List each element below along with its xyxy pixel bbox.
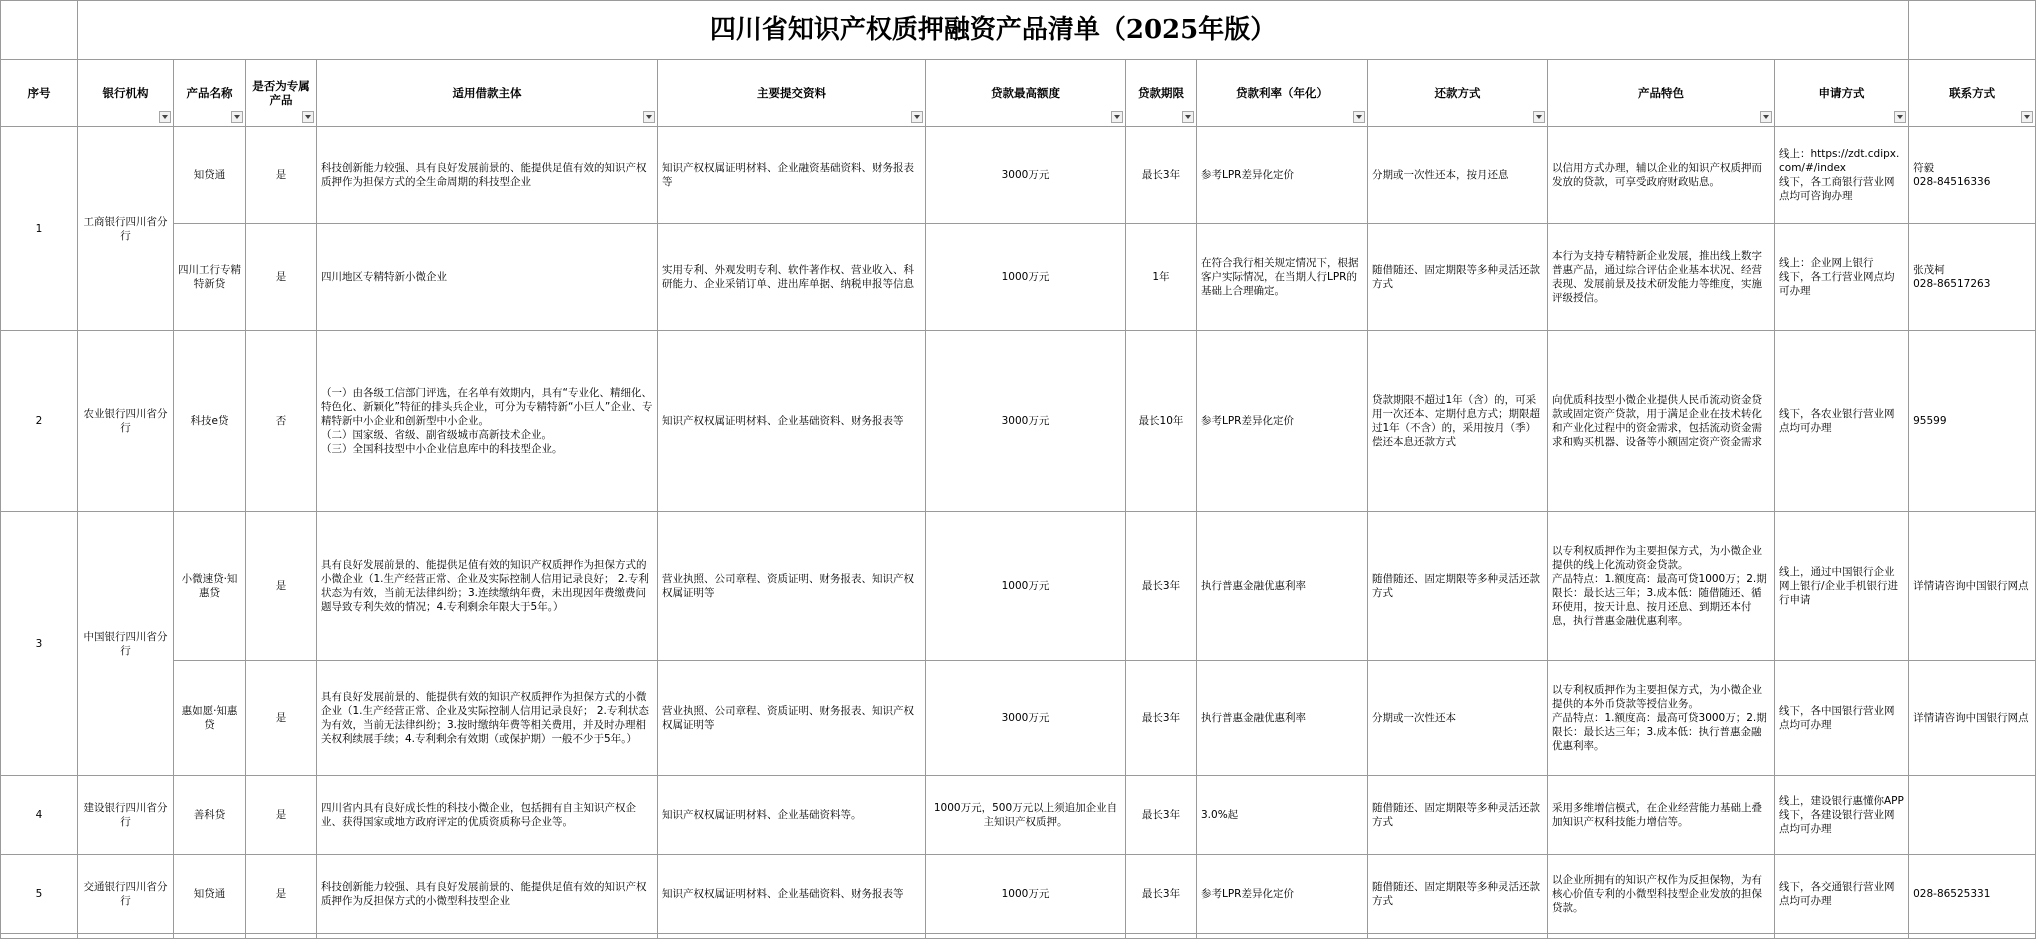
cell-rate[interactable]: 参考LPR差异化定价 — [1197, 127, 1368, 224]
cell-special[interactable]: 是 — [246, 127, 317, 224]
cell-product[interactable]: 善科贷 — [174, 776, 246, 855]
cell-materials[interactable]: 营业执照、公司章程、资质证明、财务报表、知识产权权属证明等 — [658, 661, 926, 776]
cell-product[interactable]: 知贷通 — [174, 127, 246, 224]
header-repay-label: 还款方式 — [1434, 86, 1481, 100]
header-rate[interactable] — [1197, 60, 1368, 127]
table-row — [1, 512, 2036, 661]
cell-special[interactable]: 是 — [246, 661, 317, 776]
header-materials[interactable] — [658, 60, 926, 127]
cell-apply[interactable]: 线下，各交通银行营业网点均可办理 — [1775, 855, 1909, 934]
header-product[interactable] — [174, 60, 246, 127]
cell-term[interactable]: 1年 — [1126, 224, 1197, 331]
filter-dropdown-icon[interactable] — [911, 111, 923, 123]
cell-seq[interactable]: 1 — [1, 127, 78, 331]
cell-rate[interactable]: 在符合我行相关规定情况下，根据客户实际情况，在当期人行LPR的基础上合理确定。 — [1197, 224, 1368, 331]
cell-rate[interactable]: 参考LPR差异化定价 — [1197, 855, 1368, 934]
cell-seq[interactable]: 2 — [1, 331, 78, 512]
cell-empty[interactable] — [1126, 934, 1197, 939]
cell-limit[interactable]: 1000万元 — [926, 512, 1126, 661]
cell-borrower[interactable]: 四川地区专精特新小微企业 — [317, 224, 658, 331]
cell-contact[interactable] — [1909, 776, 2036, 855]
title-left-blank[interactable] — [1, 1, 78, 60]
cell-repay[interactable]: 随借随还、固定期限等多种灵活还款方式 — [1368, 855, 1548, 934]
table-row — [1, 224, 2036, 331]
cell-repay[interactable]: 随借随还、固定期限等多种灵活还款方式 — [1368, 512, 1548, 661]
header-borrower-label: 适用借款主体 — [452, 86, 522, 100]
filter-dropdown-icon[interactable] — [1894, 111, 1906, 123]
cell-apply[interactable]: 线上：https://zdt.cdipx.com/#/index 线下，各工商银行营业网点均可咨询办理 — [1775, 127, 1909, 224]
cell-empty[interactable] — [78, 934, 174, 939]
cell-product[interactable]: 四川工行专精特新贷 — [174, 224, 246, 331]
cell-materials[interactable]: 实用专利、外观发明专利、软件著作权、营业收入、科研能力、企业采销订单、进出库单据、纳税申报等信息 — [658, 224, 926, 331]
cell-repay[interactable]: 随借随还、固定期限等多种灵活还款方式 — [1368, 224, 1548, 331]
cell-contact[interactable]: 95599 — [1909, 331, 2036, 512]
cell-limit[interactable]: 1000万元 — [926, 855, 1126, 934]
cell-contact[interactable]: 张茂柯 028-86517263 — [1909, 224, 2036, 331]
cell-repay[interactable]: 分期或一次性还本 — [1368, 661, 1548, 776]
cell-limit[interactable]: 1000万元，500万元以上须追加企业自主知识产权质押。 — [926, 776, 1126, 855]
cell-term[interactable]: 最长3年 — [1126, 855, 1197, 934]
header-apply[interactable] — [1775, 60, 1909, 127]
cell-materials[interactable]: 知识产权权属证明材料、企业融资基础资料、财务报表等 — [658, 127, 926, 224]
cell-empty[interactable] — [1775, 934, 1909, 939]
cell-product[interactable]: 惠如愿·知惠贷 — [174, 661, 246, 776]
cell-repay[interactable]: 分期或一次性还本，按月还息 — [1368, 127, 1548, 224]
cell-contact[interactable]: 符毅 028-84516336 — [1909, 127, 2036, 224]
cell-special[interactable]: 是 — [246, 776, 317, 855]
cell-bank[interactable]: 建设银行四川省分行 — [78, 776, 174, 855]
header-seq-label: 序号 — [27, 86, 51, 100]
cell-feature[interactable]: 以信用方式办理，辅以企业的知识产权质押而发放的贷款，可享受政府财政贴息。 — [1548, 127, 1775, 224]
cell-borrower[interactable]: 四川省内具有良好成长性的科技小微企业，包括拥有自主知识产权企业、获得国家或地方政府评定的优质资质称号企业等。 — [317, 776, 658, 855]
header-special[interactable] — [246, 60, 317, 127]
cell-seq[interactable]: 3 — [1, 512, 78, 776]
cell-repay[interactable]: 随借随还、固定期限等多种灵活还款方式 — [1368, 776, 1548, 855]
page-title[interactable]: 四川省知识产权质押融资产品清单（2025年版） — [78, 1, 1909, 60]
filter-dropdown-icon[interactable] — [2021, 111, 2033, 123]
cell-feature[interactable]: 以专利权质押作为主要担保方式，为小微企业提供的线上化流动资金贷款。 产品特点：1.额度高：最高可贷1000万；2.期限长：最长达三年；3.成本低：随借随还、循环使用，按天计息、按月还息、到期还本付息，执行普惠金融优惠利率。 — [1548, 512, 1775, 661]
filter-dropdown-icon[interactable] — [159, 111, 171, 123]
header-contact[interactable] — [1909, 60, 2036, 127]
cell-empty[interactable] — [174, 934, 246, 939]
cell-empty[interactable] — [1548, 934, 1775, 939]
cell-borrower[interactable]: 具有良好发展前景的、能提供足值有效的知识产权质押作为担保方式的小微企业（1.生产经营正常、企业及实际控制人信用记录良好； 2.专利状态为有效，当前无法律纠纷；3.连续缴纳年费，未出现因年费缴费问题导致专利失效的情况；4.专利剩余年限大于5年。） — [317, 512, 658, 661]
filter-dropdown-icon[interactable] — [1353, 111, 1365, 123]
filter-dropdown-icon[interactable] — [1533, 111, 1545, 123]
cell-materials[interactable]: 知识产权权属证明材料、企业基础资料等。 — [658, 776, 926, 855]
header-feature-label: 产品特色 — [1638, 86, 1684, 100]
header-bank[interactable] — [78, 60, 174, 127]
header-special-label: 是否为专属产品 — [252, 79, 310, 107]
cell-bank[interactable]: 农业银行四川省分行 — [78, 331, 174, 512]
cell-seq[interactable]: 5 — [1, 855, 78, 934]
header-apply-label: 申请方式 — [1818, 86, 1865, 100]
filter-dropdown-icon[interactable] — [231, 111, 243, 123]
cell-contact[interactable]: 详情请咨询中国银行网点 — [1909, 661, 2036, 776]
cell-bank[interactable]: 工商银行四川省分行 — [78, 127, 174, 331]
cell-repay[interactable]: 贷款期限不超过1年（含）的，可采用一次还本、定期付息方式；期限超过1年（不含）的，采用按月（季）偿还本息还款方式 — [1368, 331, 1548, 512]
cell-term[interactable]: 最长3年 — [1126, 512, 1197, 661]
cell-empty[interactable] — [926, 934, 1126, 939]
cell-rate[interactable]: 参考LPR差异化定价 — [1197, 331, 1368, 512]
cell-feature[interactable]: 向优质科技型小微企业提供人民币流动资金贷款或固定资产贷款，用于满足企业在技术转化和产业化过程中的资金需求，包括流动资金需求和购买机器、设备等小额固定资产资金需求 — [1548, 331, 1775, 512]
header-contact-label: 联系方式 — [1949, 86, 1996, 100]
header-rate-label: 贷款利率（年化） — [1236, 86, 1328, 100]
cell-empty[interactable] — [1909, 934, 2036, 939]
header-bank-label: 银行机构 — [102, 86, 149, 100]
cell-term[interactable]: 最长3年 — [1126, 661, 1197, 776]
header-materials-label: 主要提交资料 — [757, 86, 826, 100]
cell-apply[interactable]: 线下，各农业银行营业网点均可办理 — [1775, 331, 1909, 512]
header-term[interactable] — [1126, 60, 1197, 127]
cell-seq[interactable]: 4 — [1, 776, 78, 855]
cell-bank[interactable]: 中国银行四川省分行 — [78, 512, 174, 776]
cell-empty[interactable] — [658, 934, 926, 939]
table-row — [1, 934, 2036, 939]
cell-materials[interactable]: 知识产权权属证明材料、企业基础资料、财务报表等 — [658, 331, 926, 512]
cell-term[interactable]: 最长3年 — [1126, 127, 1197, 224]
cell-product[interactable]: 小微速贷·知惠贷 — [174, 512, 246, 661]
table-row — [1, 855, 2036, 934]
cell-feature[interactable]: 本行为支持专精特新企业发展，推出线上数字普惠产品，通过综合评估企业基本状况、经营表现、发展前景及技术研发能力等维度，实施评级授信。 — [1548, 224, 1775, 331]
header-term-label: 贷款期限 — [1138, 86, 1184, 100]
cell-term[interactable]: 最长10年 — [1126, 331, 1197, 512]
header-limit[interactable] — [926, 60, 1126, 127]
header-feature[interactable] — [1548, 60, 1775, 127]
cell-apply[interactable]: 线上，建设银行惠懂你APP 线下，各建设银行营业网点均可办理 — [1775, 776, 1909, 855]
cell-apply[interactable]: 线上，通过中国银行企业网上银行/企业手机银行进行申请 — [1775, 512, 1909, 661]
cell-feature[interactable]: 以专利权质押作为主要担保方式，为小微企业提供的本外币贷款等授信业务。 产品特点：1.额度高：最高可贷3000万；2.期限长：最长达三年；3.成本低：执行普惠金融优惠利率。 — [1548, 661, 1775, 776]
cell-feature[interactable]: 采用多维增信模式，在企业经营能力基础上叠加知识产权科技能力增信等。 — [1548, 776, 1775, 855]
filter-dropdown-icon[interactable] — [302, 111, 314, 123]
table-row — [1, 661, 2036, 776]
cell-product[interactable]: 知贷通 — [174, 855, 246, 934]
header-limit-label: 贷款最高额度 — [991, 86, 1060, 100]
cell-materials[interactable]: 知识产权权属证明材料、企业基础资料、财务报表等 — [658, 855, 926, 934]
filter-dropdown-icon[interactable] — [643, 111, 655, 123]
cell-special[interactable]: 是 — [246, 855, 317, 934]
table-row — [1, 776, 2036, 855]
cell-limit[interactable]: 3000万元 — [926, 127, 1126, 224]
cell-term[interactable]: 最长3年 — [1126, 776, 1197, 855]
table-row — [1, 127, 2036, 224]
title-right-blank[interactable] — [1909, 1, 2036, 60]
cell-rate[interactable]: 执行普惠金融优惠利率 — [1197, 661, 1368, 776]
cell-rate[interactable]: 执行普惠金融优惠利率 — [1197, 512, 1368, 661]
filter-dropdown-icon[interactable] — [1760, 111, 1772, 123]
cell-borrower[interactable]: 科技创新能力较强、具有良好发展前景的、能提供足值有效的知识产权质押作为担保方式的全生命周期的科技型企业 — [317, 127, 658, 224]
cell-borrower[interactable]: 具有良好发展前景的、能提供有效的知识产权质押作为担保方式的小微企业（1.生产经营正常、企业及实际控制人信用记录良好； 2.专利状态为有效，当前无法律纠纷；3.按时缴纳年费等相关费用，并及时办理相关权利续展手续；4.专利剩余有效期（或保护期）一般不少于5年。） — [317, 661, 658, 776]
cell-feature[interactable]: 以企业所拥有的知识产权作为反担保物，为有核心价值专利的小微型科技型企业发放的担保贷款。 — [1548, 855, 1775, 934]
header-product-label: 产品名称 — [186, 86, 233, 100]
cell-rate[interactable]: 3.0%起 — [1197, 776, 1368, 855]
cell-apply[interactable]: 线下，各中国银行营业网点均可办理 — [1775, 661, 1909, 776]
cell-contact[interactable]: 028-86525331 — [1909, 855, 2036, 934]
table-row — [1, 331, 2036, 512]
header-repay[interactable] — [1368, 60, 1548, 127]
cell-special[interactable]: 是 — [246, 224, 317, 331]
cell-empty[interactable] — [317, 934, 658, 939]
cell-empty[interactable] — [246, 934, 317, 939]
cell-special[interactable]: 是 — [246, 512, 317, 661]
filter-dropdown-icon[interactable] — [1111, 111, 1123, 123]
cell-special[interactable]: 否 — [246, 331, 317, 512]
cell-bank[interactable]: 交通银行四川省分行 — [78, 855, 174, 934]
cell-materials[interactable]: 营业执照、公司章程、资质证明、财务报表、知识产权权属证明等 — [658, 512, 926, 661]
header-borrower[interactable] — [317, 60, 658, 127]
filter-dropdown-icon[interactable] — [1182, 111, 1194, 123]
cell-product[interactable]: 科技e贷 — [174, 331, 246, 512]
cell-empty[interactable] — [1, 934, 78, 939]
cell-contact[interactable]: 详情请咨询中国银行网点 — [1909, 512, 2036, 661]
cell-empty[interactable] — [1368, 934, 1548, 939]
cell-limit[interactable]: 3000万元 — [926, 331, 1126, 512]
cell-borrower[interactable]: （一）由各级工信部门评选，在名单有效期内，具有“专业化、精细化、特色化、新颖化”特征的排头兵企业，可分为专精特新“小巨人”企业、专精特新中小企业和创新型中小企业。 （二）国家级、省级、副省级城市高新技术企业。 （三）全国科技型中小企业信息库中的科技型企业。 — [317, 331, 658, 512]
cell-apply[interactable]: 线上：企业网上银行 线下，各工行营业网点均可办理 — [1775, 224, 1909, 331]
cell-limit[interactable]: 3000万元 — [926, 661, 1126, 776]
cell-limit[interactable]: 1000万元 — [926, 224, 1126, 331]
cell-empty[interactable] — [1197, 934, 1368, 939]
header-seq[interactable] — [1, 60, 78, 127]
cell-borrower[interactable]: 科技创新能力较强、具有良好发展前景的、能提供足值有效的知识产权质押作为反担保方式的小微型科技型企业 — [317, 855, 658, 934]
